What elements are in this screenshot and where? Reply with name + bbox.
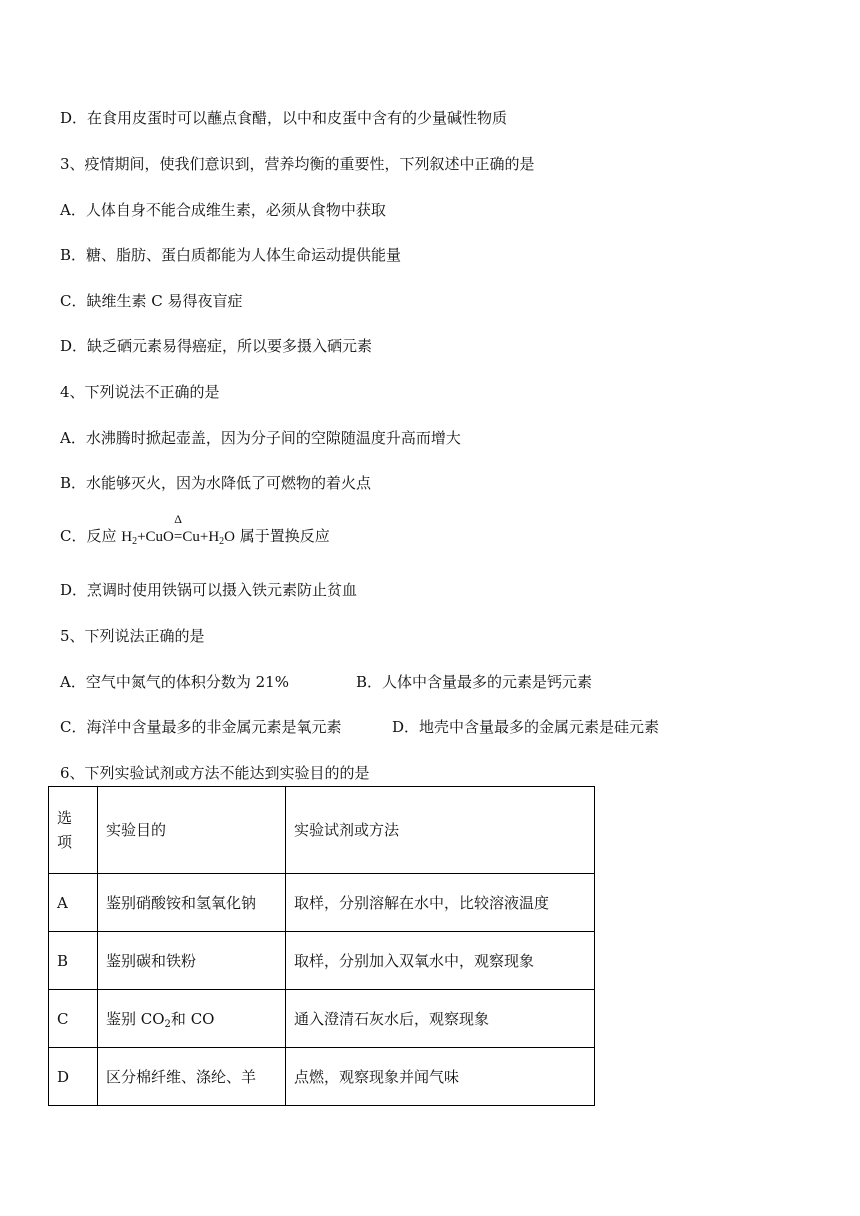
q5-option-a: A．空气中氮气的体积分数为 21% xyxy=(60,673,289,691)
purpose-co-pre: 鉴别 CO xyxy=(106,1009,165,1028)
row-option: C xyxy=(49,990,98,1048)
row-method: 取样，分别溶解在水中，比较溶液温度 xyxy=(286,874,595,932)
q4c-suffix: 属于置换反应 xyxy=(235,527,330,545)
q2-option-d: D．在食用皮蛋时可以蘸点食醋，以中和皮蛋中含有的少量碱性物质 xyxy=(60,109,508,127)
row-option: A xyxy=(49,874,98,932)
row-option: B xyxy=(49,932,98,990)
header-purpose: 实验目的 xyxy=(98,787,286,874)
q4-option-c xyxy=(60,512,330,547)
q4-option-b: B．水能够灭火，因为水降低了可燃物的着火点 xyxy=(60,474,372,492)
q4-option-a: A．水沸腾时掀起壶盖，因为分子间的空隙随温度升高而增大 xyxy=(60,429,461,447)
purpose-co-post: 和 CO xyxy=(170,1009,215,1028)
formula-sub-2: 2 xyxy=(132,536,138,547)
row-purpose: 鉴别碳和铁粉 xyxy=(98,932,286,990)
q5-option-b: B．人体中含量最多的元素是钙元素 xyxy=(356,673,593,691)
formula-cu-h: Cu+H xyxy=(182,529,220,545)
q5-option-c: C．海洋中含量最多的非金属元素是氧元素 xyxy=(60,718,342,736)
q3-option-c: C．缺维生素 C 易得夜盲症 xyxy=(60,292,243,310)
purpose-co-sub: 2 xyxy=(164,1018,171,1030)
q3-option-a: A．人体自身不能合成维生素，必须从食物中获取 xyxy=(60,201,386,219)
reaction-equation xyxy=(121,512,235,547)
table-row xyxy=(49,1048,595,1106)
q5-options-cd xyxy=(60,717,660,737)
formula-sub-2b: 2 xyxy=(219,536,225,547)
formula-o: O xyxy=(224,529,235,545)
row-purpose xyxy=(98,990,286,1048)
header-option-line1: 选 xyxy=(57,809,73,827)
table-header-row xyxy=(49,787,595,874)
experiment-table xyxy=(48,786,595,1106)
header-option-line2: 项 xyxy=(57,833,73,851)
row-method: 点燃，观察现象并闻气味 xyxy=(286,1048,595,1106)
question-5-stem: 5、下列说法正确的是 xyxy=(60,627,205,645)
question-3-stem: 3、疫情期间，使我们意识到，营养均衡的重要性，下列叙述中正确的是 xyxy=(60,155,535,173)
q5-options-ab xyxy=(60,672,593,692)
row-purpose: 鉴别硝酸铵和氢氧化钠 xyxy=(98,874,286,932)
question-6-stem: 6、下列实验试剂或方法不能达到实验目的的是 xyxy=(60,764,370,782)
q4-option-d: D．烹调时使用铁锅可以摄入铁元素防止贫血 xyxy=(60,581,358,599)
q3-option-d: D．缺乏硒元素易得癌症，所以要多摄入硒元素 xyxy=(60,337,373,355)
table-row xyxy=(49,874,595,932)
table-row xyxy=(49,932,595,990)
q4c-prefix: C．反应 xyxy=(60,527,122,545)
row-purpose: 区分棉纤维、涤纶、羊 xyxy=(98,1048,286,1106)
formula-h: H xyxy=(121,529,133,545)
delta-symbol: Δ xyxy=(174,512,182,526)
header-option xyxy=(49,787,98,874)
heating-condition xyxy=(173,512,183,547)
table-row xyxy=(49,990,595,1048)
equals-sign: = xyxy=(173,529,183,545)
q5-option-d: D．地壳中含量最多的金属元素是硅元素 xyxy=(392,718,660,736)
q3-option-b: B．糖、脂肪、蛋白质都能为人体生命运动提供能量 xyxy=(60,246,402,264)
row-method: 取样，分别加入双氧水中，观察现象 xyxy=(286,932,595,990)
question-4-stem: 4、下列说法不正确的是 xyxy=(60,383,220,401)
row-method: 通入澄清石灰水后，观察现象 xyxy=(286,990,595,1048)
formula-plus-cuo: +CuO xyxy=(137,529,174,545)
header-method: 实验试剂或方法 xyxy=(286,787,595,874)
row-option: D xyxy=(49,1048,98,1106)
